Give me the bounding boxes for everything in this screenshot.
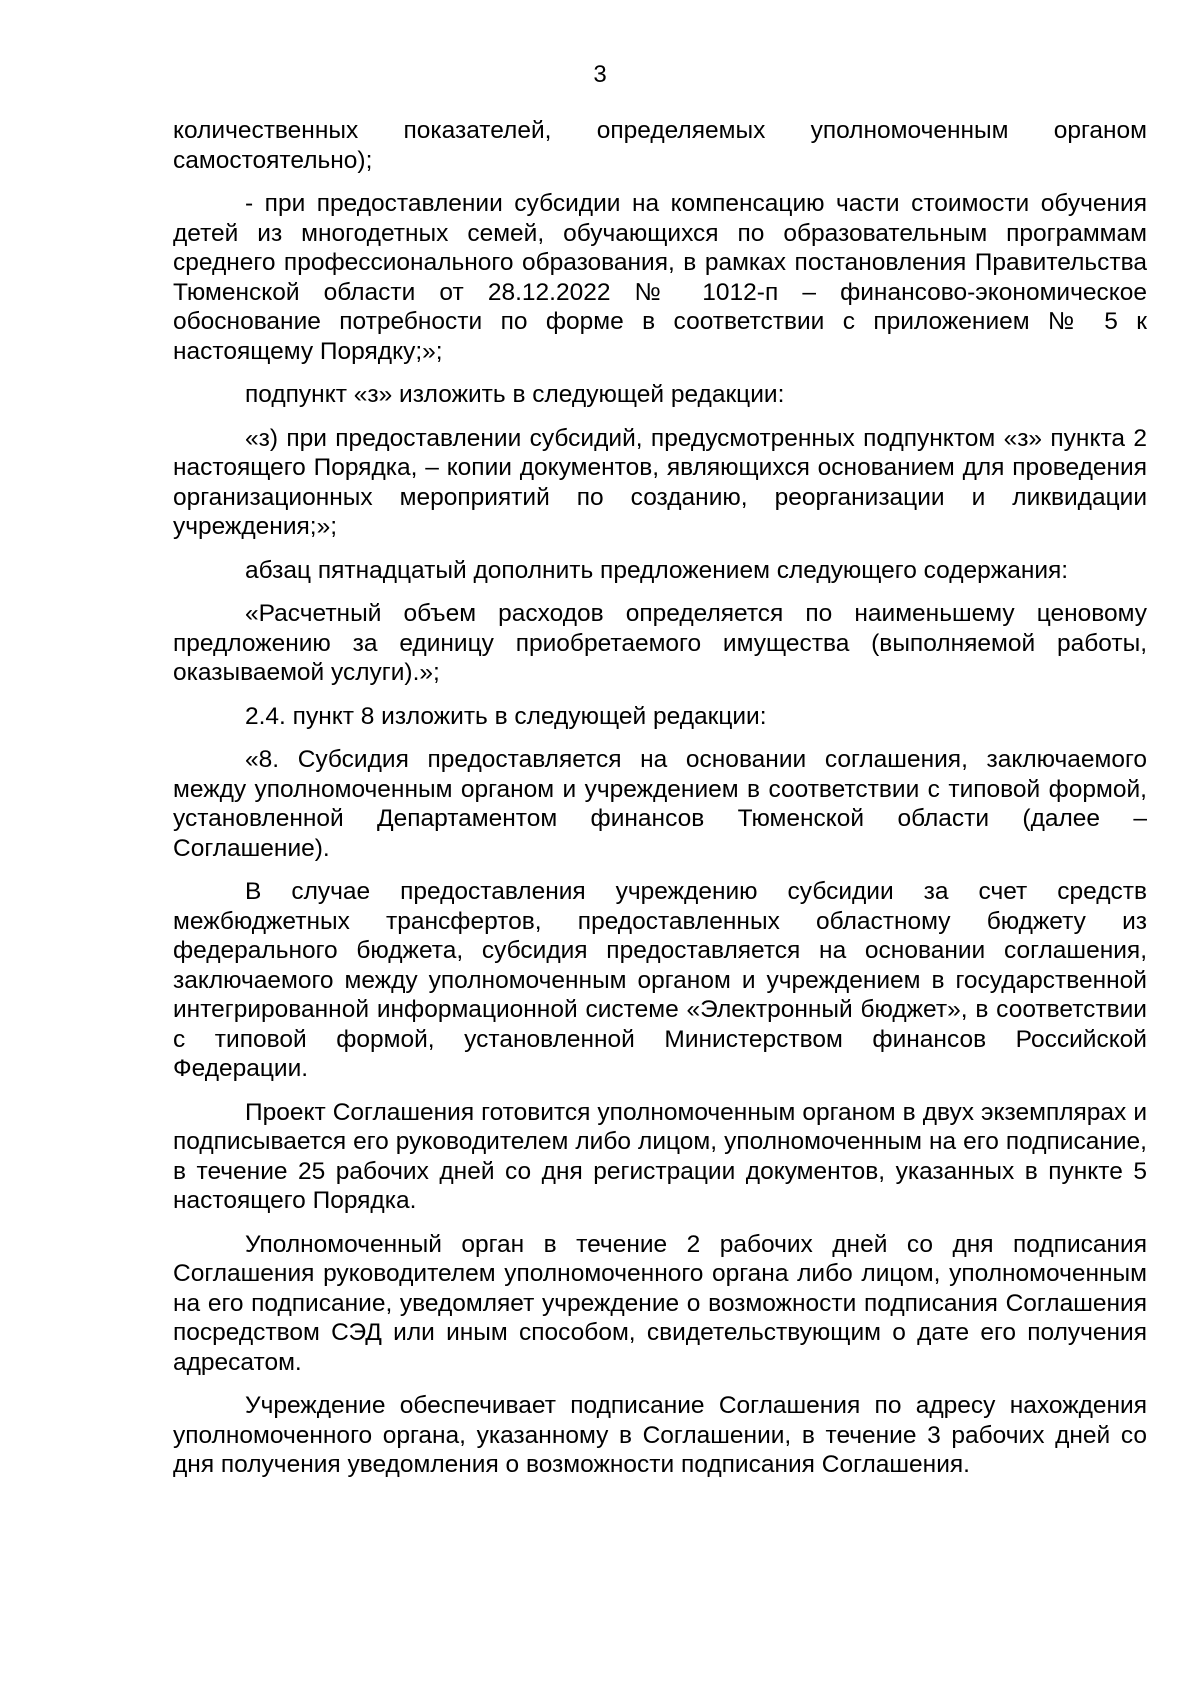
paragraph: «з) при предоставлении субсидий, предусмотренных подпунктом «з» пункта 2 настоящего Порядка, – копии документов, являющихся основанием для проведения организационных мероприятий по созданию, реорганизации и ликвидации учреждения;»; — [173, 424, 1147, 540]
paragraph: Учреждение обеспечивает подписание Соглашения по адресу нахождения уполномоченного органа, указанному в Соглашении, в течение 3 рабочих дней со дня получения уведомления о возможности подписания Соглашения. — [173, 1392, 1147, 1478]
page-number: 3 — [593, 61, 607, 88]
paragraph: Проект Соглашения готовится уполномоченным органом в двух экземплярах и подписывается его руководителем либо лицом, уполномоченным на его подписание, в течение 25 рабочих дней со дня регистрации документов, указанных в пункте 5 настоящего Порядка. — [173, 1098, 1147, 1214]
paragraph: количественных показателей, определяемых уполномоченным органом самостоятельно); — [173, 117, 1147, 174]
paragraph: Уполномоченный орган в течение 2 рабочих дней со дня подписания Соглашения руководителем уполномоченного органа либо лицом, уполномоченным на его подписание, уведомляет учреждение о возможности подписания Соглашения посредством СЭД или иным способом, свидетельствующим о дате его получения адресатом. — [173, 1230, 1147, 1376]
paragraph: подпункт «з» изложить в следующей редакции: — [245, 381, 785, 408]
paragraph: абзац пятнадцатый дополнить предложением следующего содержания: — [245, 556, 1069, 584]
paragraph: 2.4. пункт 8 изложить в следующей редакции: — [245, 702, 767, 730]
document-body — [173, 116, 1147, 1494]
paragraph: В случае предоставления учреждению субсидии за счет средств межбюджетных трансфертов, предоставленных областному бюджету из федерального бюджета, субсидия предоставляется на основании соглашения, заключаемого между уполномоченным органом и учреждением в государственной интегрированной информационной системе «Электронный бюджет», в соответствии с типовой формой, установленной Министерством финансов Российской Федерации. — [173, 878, 1147, 1082]
paragraph: «8. Субсидия предоставляется на основании соглашения, заключаемого между уполномоченным органом и учреждением в соответствии с типовой формой, установленной Департаментом финансов Тюменской области (далее – Соглашение). — [173, 746, 1147, 862]
paragraph: - при предоставлении субсидии на компенсацию части стоимости обучения детей из многодетных семей, обучающихся по образовательным программам среднего профессионального образования, в рамках постановления Правительства Тюменской области от 28.12.2022 № 1012-п – финансово-экономическое обоснование потребности по форме в соответствии с приложением № 5 к настоящему Порядку;»; — [173, 190, 1147, 365]
paragraph: «Расчетный объем расходов определяется по наименьшему ценовому предложению за единицу приобретаемого имущества (выполняемой работы, оказываемой услуги).»; — [173, 600, 1147, 686]
